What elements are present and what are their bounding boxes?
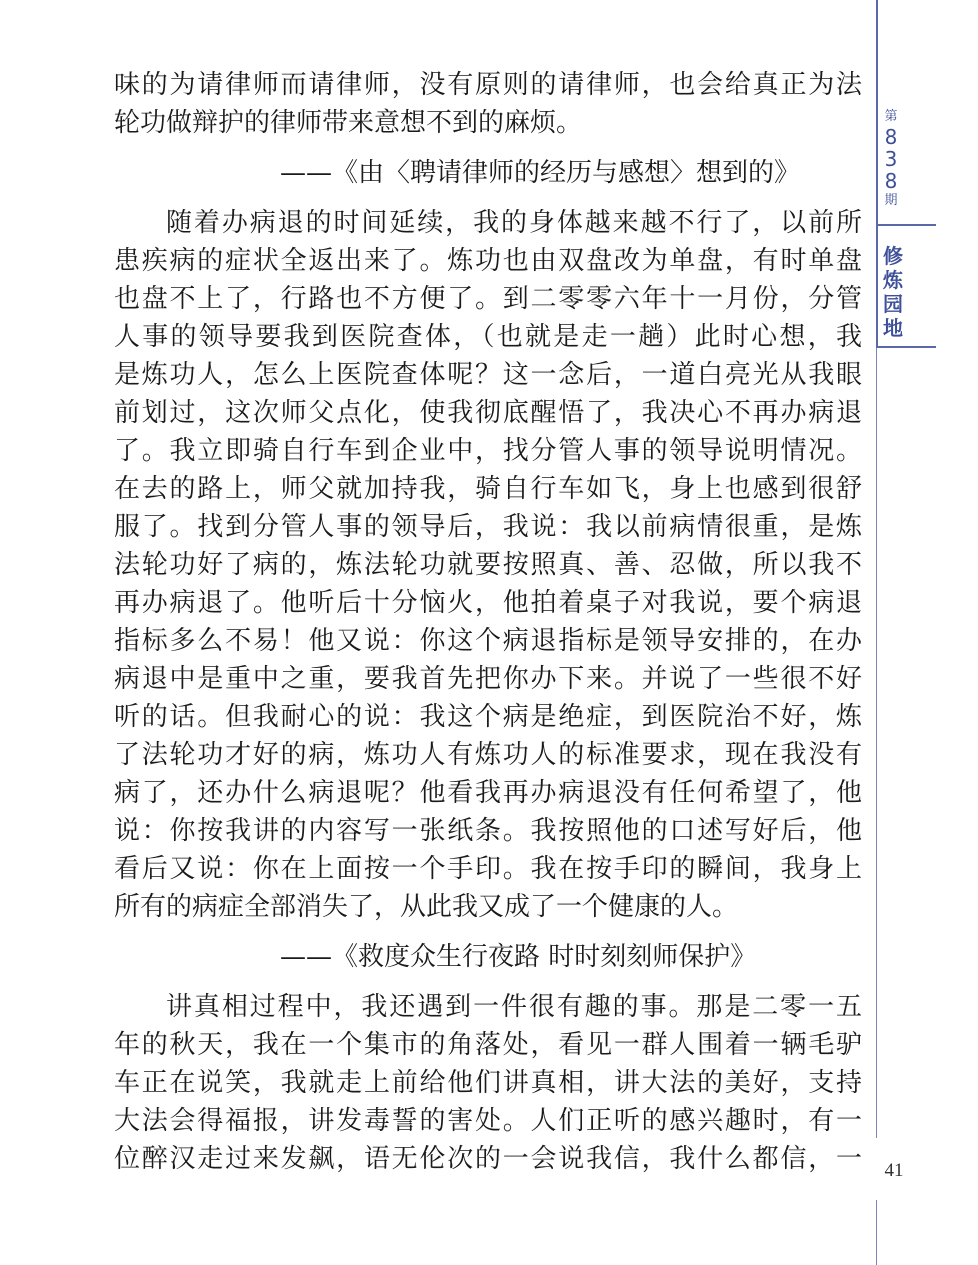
text-line: 年的秋天，我在一个集市的角落处，看见一群人围着一辆毛驴 (114, 1030, 862, 1060)
issue-digit: 8 (884, 169, 898, 193)
text-line: 也盘不上了，行路也不方便了。到二零零六年十一月份，分管 (114, 284, 862, 314)
margin-divider (876, 224, 936, 226)
text-line: 车正在说笑，我就走上前给他们讲真相，讲大法的美好，支持 (114, 1068, 862, 1098)
text-line: 再办病退了。他听后十分恼火，他拍着桌子对我说，要个病退 (114, 588, 862, 618)
section-title (880, 244, 906, 340)
paragraph-1 (114, 66, 862, 142)
issue-number (880, 108, 902, 210)
section-char: 修 (883, 244, 903, 268)
margin-divider (876, 346, 936, 348)
section-char: 地 (883, 316, 903, 340)
text-line: 在去的路上，师父就加持我，骑自行车如飞，身上也感到很舒 (114, 474, 862, 504)
text-line: 人事的领导要我到医院查体，（也就是走一趟）此时心想，我 (114, 322, 862, 352)
margin-rule-top (876, 0, 878, 348)
page-number: 41 (884, 1160, 904, 1181)
text-line: 位醉汉走过来发飙，语无伦次的一会说我信，我什么都信，一 (114, 1144, 862, 1174)
text-line: 了法轮功才好的病，炼功人有炼功人的标准要求，现在我没有 (114, 740, 862, 770)
text-line: 说：你按我讲的内容写一张纸条。我按照他的口述写好后，他 (114, 816, 862, 846)
text-line: 听的话。但我耐心的说：我这个病是绝症，到医院治不好，炼 (114, 702, 862, 732)
section-char: 园 (883, 292, 903, 316)
text-line: 是炼功人，怎么上医院查体呢？这一念后，一道白亮光从我眼 (114, 360, 862, 390)
text-line: 病退中是重中之重，要我首先把你办下来。并说了一些很不好 (114, 664, 862, 694)
text-line: 了。我立即骑自行车到企业中，找分管人事的领导说明情况。 (114, 436, 862, 466)
text-line: 轮功做辩护的律师带来意想不到的麻烦。 (114, 108, 583, 138)
margin-rule-middle (876, 348, 877, 1138)
text-line: 讲真相过程中，我还遇到一件很有趣的事。那是二零一五 (166, 992, 862, 1022)
text-line: 患疾病的症状全返出来了。炼功也由双盘改为单盘，有时单盘 (114, 246, 862, 276)
source-attribution-1: ——《由〈聘请律师的经历与感想〉想到的》 (280, 158, 801, 188)
text-line: 味的为请律师而请律师，没有原则的请律师，也会给真正为法 (114, 70, 862, 100)
margin-rule-bottom (876, 1200, 877, 1265)
text-line: 指标多么不易！他又说：你这个病退指标是领导安排的，在办 (114, 626, 862, 656)
issue-prefix: 第 (884, 109, 898, 124)
text-line: 大法会得福报，讲发毒誓的害处。人们正听的感兴趣时，有一 (114, 1106, 862, 1136)
text-line: 所有的病症全部消失了，从此我又成了一个健康的人。 (114, 892, 739, 922)
issue-digit: 8 (884, 125, 898, 149)
issue-digit: 3 (884, 147, 898, 171)
text-line: 前划过，这次师父点化，使我彻底醒悟了，我决心不再办病退 (114, 398, 862, 428)
article-body (114, 66, 862, 1178)
paragraph-3 (114, 988, 862, 1178)
paragraph-2 (114, 204, 862, 926)
source-attribution-2: ——《救度众生行夜路 时时刻刻师保护》 (280, 942, 757, 972)
section-char: 炼 (883, 268, 903, 292)
text-line: 服了。找到分管人事的领导后，我说：我以前病情很重，是炼 (114, 512, 862, 542)
text-line: 法轮功好了病的，炼法轮功就要按照真、善、忍做，所以我不 (114, 550, 862, 580)
text-line: 看后又说：你在上面按一个手印。我在按手印的瞬间，我身上 (114, 854, 862, 884)
text-line: 随着办病退的时间延续，我的身体越来越不行了，以前所 (166, 208, 862, 238)
text-line: 病了，还办什么病退呢？他看我再办病退没有任何希望了，他 (114, 778, 862, 808)
issue-suffix: 期 (884, 193, 898, 208)
